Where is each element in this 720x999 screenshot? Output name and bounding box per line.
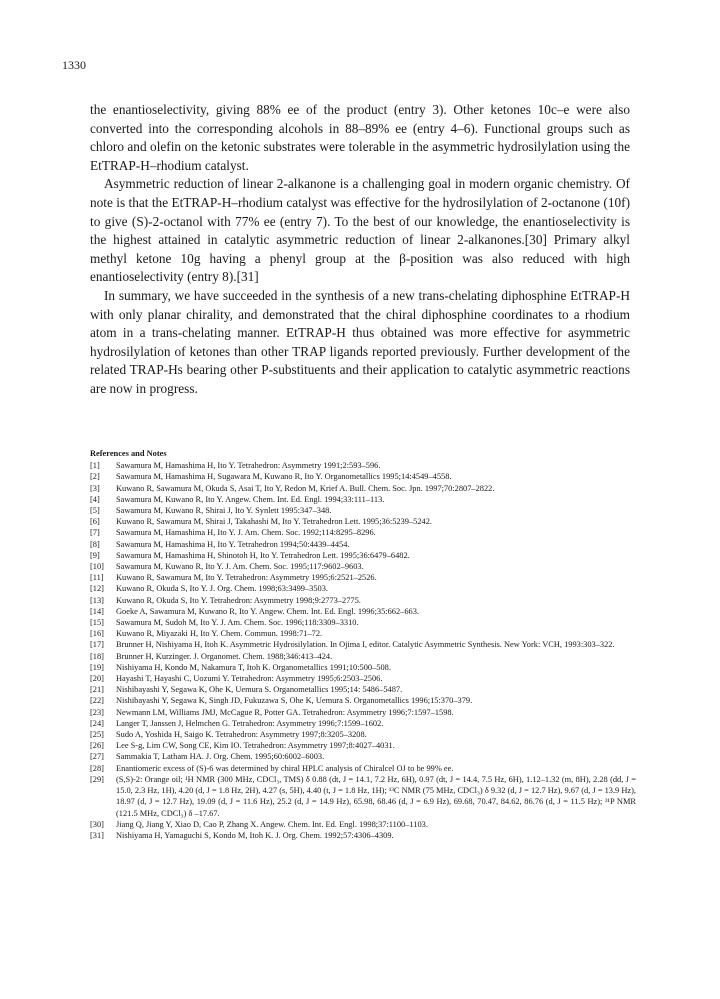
reference-number: [24]	[90, 718, 104, 728]
reference-text: Kuwano R, Miyazaki H, Ito Y. Chem. Commun. 1998:71–72.	[116, 629, 323, 639]
reference-text: Brunner H, Nishiyama H, Itoh K. Asymmetric Hydrosilylation. In Ojima I, editor. Catalytic Asymmetric Synthesis. New York: VCH, 1993:303–322.	[116, 640, 615, 650]
reference-number: [18]	[90, 651, 104, 661]
reference-number: [15]	[90, 618, 104, 628]
reference-number: [28]	[90, 763, 104, 773]
reference-text: Sawamura M, Kuwano R, Ito Y. Angew. Chem. Int. Ed. Engl. 1994;33:111–113.	[116, 494, 385, 504]
reference-item	[90, 751, 636, 762]
reference-number: [10]	[90, 562, 104, 572]
reference-text: Goeke A, Sawamura M, Kuwano R, Ito Y. Angew. Chem. Int. Ed. Engl. 1996;35:662–663.	[116, 606, 420, 616]
reference-text: Enantiomeric excess of (S)-6 was determined by chiral HPLC analysis of Chiralcel OJ to be 99% ee.	[116, 763, 454, 773]
reference-item	[90, 673, 636, 684]
reference-number: [7]	[90, 528, 100, 538]
reference-text: Kuwano R, Okuda S, Ito Y. J. Org. Chem. 1998;63:3499–3503.	[116, 584, 329, 594]
references-list	[90, 460, 636, 841]
reference-item	[90, 460, 636, 471]
reference-item	[90, 830, 636, 841]
reference-number: [27]	[90, 752, 104, 762]
reference-text: Sawamura M, Hamashima H, Ito Y. J. Am. Chem. Soc. 1992;114:8295–8296.	[116, 528, 376, 538]
reference-text: Langer T, Janssen J, Helmchen G. Tetrahedron: Asymmetry 1996;7:1599–1602.	[116, 718, 384, 728]
reference-item	[90, 684, 636, 695]
reference-number: [21]	[90, 685, 104, 695]
reference-number: [3]	[90, 483, 100, 493]
reference-text: Sawamura M, Kuwano R, Shirai J, Ito Y. Synlett 1995:347–348.	[116, 506, 332, 516]
reference-number: [11]	[90, 573, 104, 583]
reference-text: Brunner H, Kurzinger. J. Organomet. Chem. 1988;346:413–424.	[116, 651, 333, 661]
reference-number: [5]	[90, 506, 100, 516]
reference-item	[90, 774, 636, 819]
reference-item	[90, 606, 636, 617]
paragraph-2: Asymmetric reduction of linear 2-alkanone is a challenging goal in modern organic chemistry. Of note is that the EtTRAP-H–rhodium catalyst was effective for the hydrosilylation of 2-octanone (10f) to give (S)-2-octanol with 77% ee (entry 7). To the best of our knowledge, the enantioselectivity is the highest attained in catalytic asymmetric reduction of linear 2-alkanones.[30] Primary alkyl methyl ketone 10g having a phenyl group at the β-position was also reduced with high enantioselectivity (entry 8).[31]	[90, 176, 630, 285]
reference-number: [9]	[90, 550, 100, 560]
reference-number: [30]	[90, 819, 104, 829]
reference-text: Sawamura M, Sudoh M, Ito Y. J. Am. Chem. Soc. 1996;118:3309–3310.	[116, 618, 359, 628]
reference-item	[90, 471, 636, 482]
reference-item	[90, 617, 636, 628]
reference-text: Nishiyama H, Kondo M, Nakamura T, Itoh K. Organometallics 1991;10:500–508.	[116, 662, 391, 672]
reference-text: (S,S)-2: Orange oil; ¹H NMR (300 MHz, CDCl₃, TMS) δ 0.88 (dt, J = 14.1, 7.2 Hz, 6H), 0.97 (dt, J = 14.4, 7.5 Hz, 6H), 1.12–1.32 (m, 8H), 2.28 (dd, J = 15.0, 2.3 Hz, 1H), 4.20 (d, J = 1.8 Hz, 2H), 4.27 (s, 5H), 4.40 (t, J = 1.8 Hz, 1H); ¹³C NMR (75 MHz, CDCl₃) δ 9.32 (d, J = 12.7 Hz), 9.67 (d, J = 13.9 Hz), 18.97 (d, J = 12.7 Hz), 19.09 (d, J = 11.6 Hz), 25.2 (d, J = 14.9 Hz), 65.98, 68.46 (d, J = 6.9 Hz), 69.68, 70.47, 84.62, 86.76 (d, J = 11.5 Hz); ³¹P NMR (121.5 MHz, CDCl₃) δ –17.67.	[116, 774, 636, 818]
reference-number: [26]	[90, 741, 104, 751]
reference-item	[90, 527, 636, 538]
references-heading: References and Notes	[90, 449, 167, 458]
reference-number: [16]	[90, 629, 104, 639]
reference-number: [22]	[90, 696, 104, 706]
reference-item	[90, 662, 636, 673]
reference-item	[90, 740, 636, 751]
reference-text: Sawamura M, Hamashima H, Ito Y. Tetrahedron: Asymmetry 1991;2:593–596.	[116, 461, 381, 471]
reference-number: [19]	[90, 662, 104, 672]
reference-number: [4]	[90, 494, 100, 504]
reference-item	[90, 516, 636, 527]
reference-item	[90, 595, 636, 606]
reference-number: [8]	[90, 539, 100, 549]
reference-text: Kuwano R, Sawamura M, Shirai J, Takahashi M, Ito Y. Tetrahedron Lett. 1995;36:5239–5242.	[116, 517, 433, 527]
reference-number: [20]	[90, 674, 104, 684]
reference-text: Sudo A, Yoshida H, Saigo K. Tetrahedron: Asymmetry 1997;8:3205–3208.	[116, 730, 367, 740]
paragraph-1: the enantioselectivity, giving 88% ee of the product (entry 3). Other ketones 10c–e were also converted into the corresponding alcohols in 88–89% ee (entry 4–6). Functional groups such as chloro and olefin on the ketonic substrates were tolerable in the asymmetric hydrosilylation using the EtTRAP-H–rhodium catalyst.	[90, 102, 630, 173]
reference-item	[90, 695, 636, 706]
reference-item	[90, 819, 636, 830]
reference-item	[90, 639, 636, 650]
reference-text: Sammakia T, Latham HA. J. Org. Chem. 1995;60:6002–6003.	[116, 752, 325, 762]
reference-number: [25]	[90, 730, 104, 740]
reference-text: Kuwano R, Sawamura M, Ito Y. Tetrahedron: Asymmetry 1995;6:2521–2526.	[116, 573, 377, 583]
reference-number: [14]	[90, 606, 104, 616]
reference-item	[90, 539, 636, 550]
reference-text: Jiang Q, Jiang Y, Xiao D, Cao P, Zhang X. Angew. Chem. Int. Ed. Engl. 1998;37:1100–1103.	[116, 819, 428, 829]
reference-text: Sawamura M, Hamashima H, Shinotoh H, Ito Y. Tetrahedron Lett. 1995;36:6479–6482.	[116, 550, 410, 560]
reference-text: Kuwano R, Okuda S, Ito Y. Tetrahedron: Asymmetry 1998;9:2773–2775.	[116, 595, 361, 605]
reference-item	[90, 483, 636, 494]
reference-text: Sawamura M, Hamashima H, Sugawara M, Kuwano R, Ito Y. Organometallics 1995;14:4549–4558.	[116, 472, 452, 482]
reference-text: Kuwano R, Sawamura M, Okuda S, Asai T, Ito Y, Redon M, Krief A. Bull. Chem. Soc. Jpn. 1997;70:2807–2822.	[116, 483, 495, 493]
reference-item	[90, 505, 636, 516]
reference-number: [6]	[90, 517, 100, 527]
reference-item	[90, 707, 636, 718]
reference-text: Nishibayashi Y, Segawa K, Singh JD, Fukuzawa S, Ohe K, Uemura S. Organometallics 1996;15:370–379.	[116, 696, 473, 706]
reference-text: Newmann LM, Williams JMJ, McCague R, Potter GA. Tetrahedron: Asymmetry 1996;7:1597–1598.	[116, 707, 454, 717]
reference-text: Sawamura M, Hamashima H, Ito Y. Tetrahedron 1994;50:4439–4454.	[116, 539, 350, 549]
reference-item	[90, 561, 636, 572]
reference-item	[90, 729, 636, 740]
reference-number: [1]	[90, 461, 100, 471]
references-section	[90, 448, 636, 841]
reference-number: [17]	[90, 640, 104, 650]
reference-item	[90, 628, 636, 639]
reference-number: [2]	[90, 472, 100, 482]
reference-item	[90, 494, 636, 505]
reference-number: [23]	[90, 707, 104, 717]
reference-item	[90, 763, 636, 774]
reference-text: Nishibayashi Y, Segawa K, Ohe K, Uemura S. Organometallics 1995;14: 5486–5487.	[116, 685, 403, 695]
reference-number: [29]	[90, 774, 104, 784]
reference-text: Hayashi T, Hayashi C, Uozumi Y. Tetrahedron: Asymmetry 1995;6:2503–2506.	[116, 674, 383, 684]
reference-item	[90, 651, 636, 662]
reference-item	[90, 583, 636, 594]
reference-number: [31]	[90, 830, 104, 840]
reference-number: [13]	[90, 595, 104, 605]
reference-text: Nishiyama H, Yamaguchi S, Kondo M, Itoh K. J. Org. Chem. 1992;57:4306–4309.	[116, 830, 394, 840]
reference-item	[90, 572, 636, 583]
body-text	[90, 101, 630, 399]
reference-number: [12]	[90, 584, 104, 594]
reference-item	[90, 718, 636, 729]
page-number: 1330	[62, 58, 86, 72]
reference-text: Lee S-g, Lim CW, Song CE, Kim IO. Tetrahedron: Asymmetry 1997;8:4027–4031.	[116, 741, 395, 751]
reference-item	[90, 550, 636, 561]
paragraph-3: In summary, we have succeeded in the synthesis of a new trans-chelating diphosphine EtTRAP-H with only planar chirality, and demonstrated that the chiral diphosphine coordinates to a rhodium atom in a trans-chelating manner. EtTRAP-H thus obtained was more effective for asymmetric hydrosilylation of ketones than other TRAP ligands reported previously. Further development of the related TRAP-Hs bearing other P-substituents and their application to catalytic asymmetric reactions are now in progress.	[90, 287, 630, 396]
reference-text: Sawamura M, Kuwano R, Ito Y. J. Am. Chem. Soc. 1995;117:9602–9603.	[116, 562, 364, 572]
